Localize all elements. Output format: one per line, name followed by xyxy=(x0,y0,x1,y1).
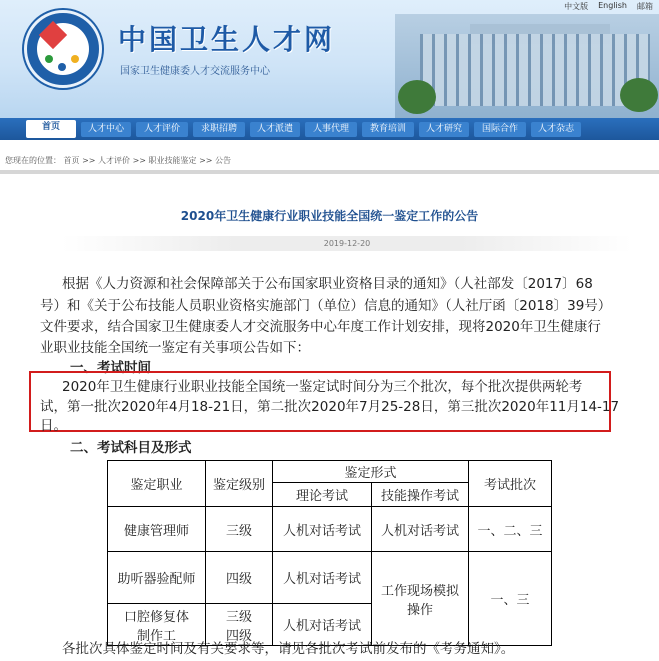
nav-talent-magazine[interactable]: 人才杂志 xyxy=(531,122,581,137)
section1-line: 试，第一批次2020年4月18-21日，第二批次2020年7月25-28日，第三批次2020年11月14-17 xyxy=(40,399,620,415)
section1-line: 2020年卫生健康行业职业技能全国统一鉴定试时间分为三个批次，每个批次提供两轮考 xyxy=(62,379,583,395)
nav-international[interactable]: 国际合作 xyxy=(474,122,526,137)
nav-personnel-agency[interactable]: 人事代理 xyxy=(305,122,357,137)
nav-talent-dispatch[interactable]: 人才派遣 xyxy=(250,122,300,137)
cell-level: 三级 xyxy=(206,507,273,552)
header-occupation: 鉴定职业 xyxy=(108,461,206,507)
intro-line: 文件要求，结合国家卫生健康委人才交流服务中心年度工作计划安排，现将2020年卫生健康行 xyxy=(40,319,601,335)
cell-theory: 人机对话考试 xyxy=(273,604,372,646)
site-header xyxy=(0,0,659,118)
nav-education-training[interactable]: 教育培训 xyxy=(362,122,414,137)
site-logo[interactable] xyxy=(24,10,102,88)
header-theory: 理论考试 xyxy=(273,483,372,507)
table-row xyxy=(108,507,552,552)
link-mail[interactable]: 邮箱 xyxy=(637,2,653,11)
cell-theory: 人机对话考试 xyxy=(273,552,372,604)
logo-figure-icon xyxy=(71,55,79,63)
intro-line: 根据《人力资源和社会保障部关于公布国家职业资格目录的通知》（人社部发〔2017〕68 xyxy=(62,276,593,292)
header-skill: 技能操作考试 xyxy=(372,483,469,507)
cell-occupation: 助听器验配师 xyxy=(108,552,206,604)
footer-line: 各批次具体鉴定时间及有关要求等，请见各批次考试前发布的《考务通知》。 xyxy=(62,641,515,657)
nav-home[interactable]: 首页 xyxy=(26,120,76,138)
tree-image xyxy=(398,80,436,114)
nav-job-recruitment[interactable]: 求职招聘 xyxy=(193,122,245,137)
cell-occupation: 健康管理师 xyxy=(108,507,206,552)
logo-figure-icon xyxy=(45,55,53,63)
exam-table xyxy=(107,460,552,646)
nav-talent-center[interactable]: 人才中心 xyxy=(81,122,131,137)
top-links xyxy=(564,1,653,12)
tree-image xyxy=(620,78,658,112)
cell-occupation: 口腔修复体制作工 xyxy=(108,604,206,646)
section1-line: 日。 xyxy=(40,418,67,434)
nav-talent-evaluation[interactable]: 人才评价 xyxy=(136,122,188,137)
nav-talent-research[interactable]: 人才研究 xyxy=(419,122,469,137)
divider xyxy=(0,170,659,174)
table-row xyxy=(108,552,552,604)
site-subtitle: 国家卫生健康委人才交流服务中心 xyxy=(120,66,270,77)
cell-skill: 人机对话考试 xyxy=(372,507,469,552)
cell-batch: 一、三 xyxy=(469,552,552,646)
header-form: 鉴定形式 xyxy=(273,461,469,483)
intro-line: 号）和《关于公布技能人员职业资格实施部门（单位）信息的通知》（人社厅函〔2018〕39号） xyxy=(40,298,612,314)
header-level: 鉴定级别 xyxy=(206,461,273,507)
cell-batch: 一、二、三 xyxy=(469,507,552,552)
article-date: 2019-12-20 xyxy=(62,236,632,251)
cell-skill: 工作现场模拟操作 xyxy=(372,552,469,646)
building-facade xyxy=(420,34,650,106)
intro-line: 业职业技能全国统一鉴定有关事项公告如下： xyxy=(40,340,310,356)
header-batch: 考试批次 xyxy=(469,461,552,507)
section-heading-subjects: 二、考试科目及形式 xyxy=(70,440,192,456)
cell-level: 四级 xyxy=(206,552,273,604)
cell-level: 三级 四级 xyxy=(206,604,273,646)
main-nav xyxy=(0,118,659,140)
logo-figure-icon xyxy=(58,63,66,71)
article-title: 2020年卫生健康行业职业技能全国统一鉴定工作的公告 xyxy=(180,209,479,223)
link-chinese[interactable]: 中文版 xyxy=(564,2,589,11)
site-title[interactable]: 中国卫生人才网 xyxy=(118,23,336,56)
breadcrumb[interactable]: 您现在的位置： 首页 >> 人才评价 >> 职业技能鉴定 >> 公告 xyxy=(5,156,232,165)
cell-theory: 人机对话考试 xyxy=(273,507,372,552)
link-english[interactable]: English xyxy=(598,1,627,10)
section-heading-time: 一、考试时间 xyxy=(70,360,151,376)
